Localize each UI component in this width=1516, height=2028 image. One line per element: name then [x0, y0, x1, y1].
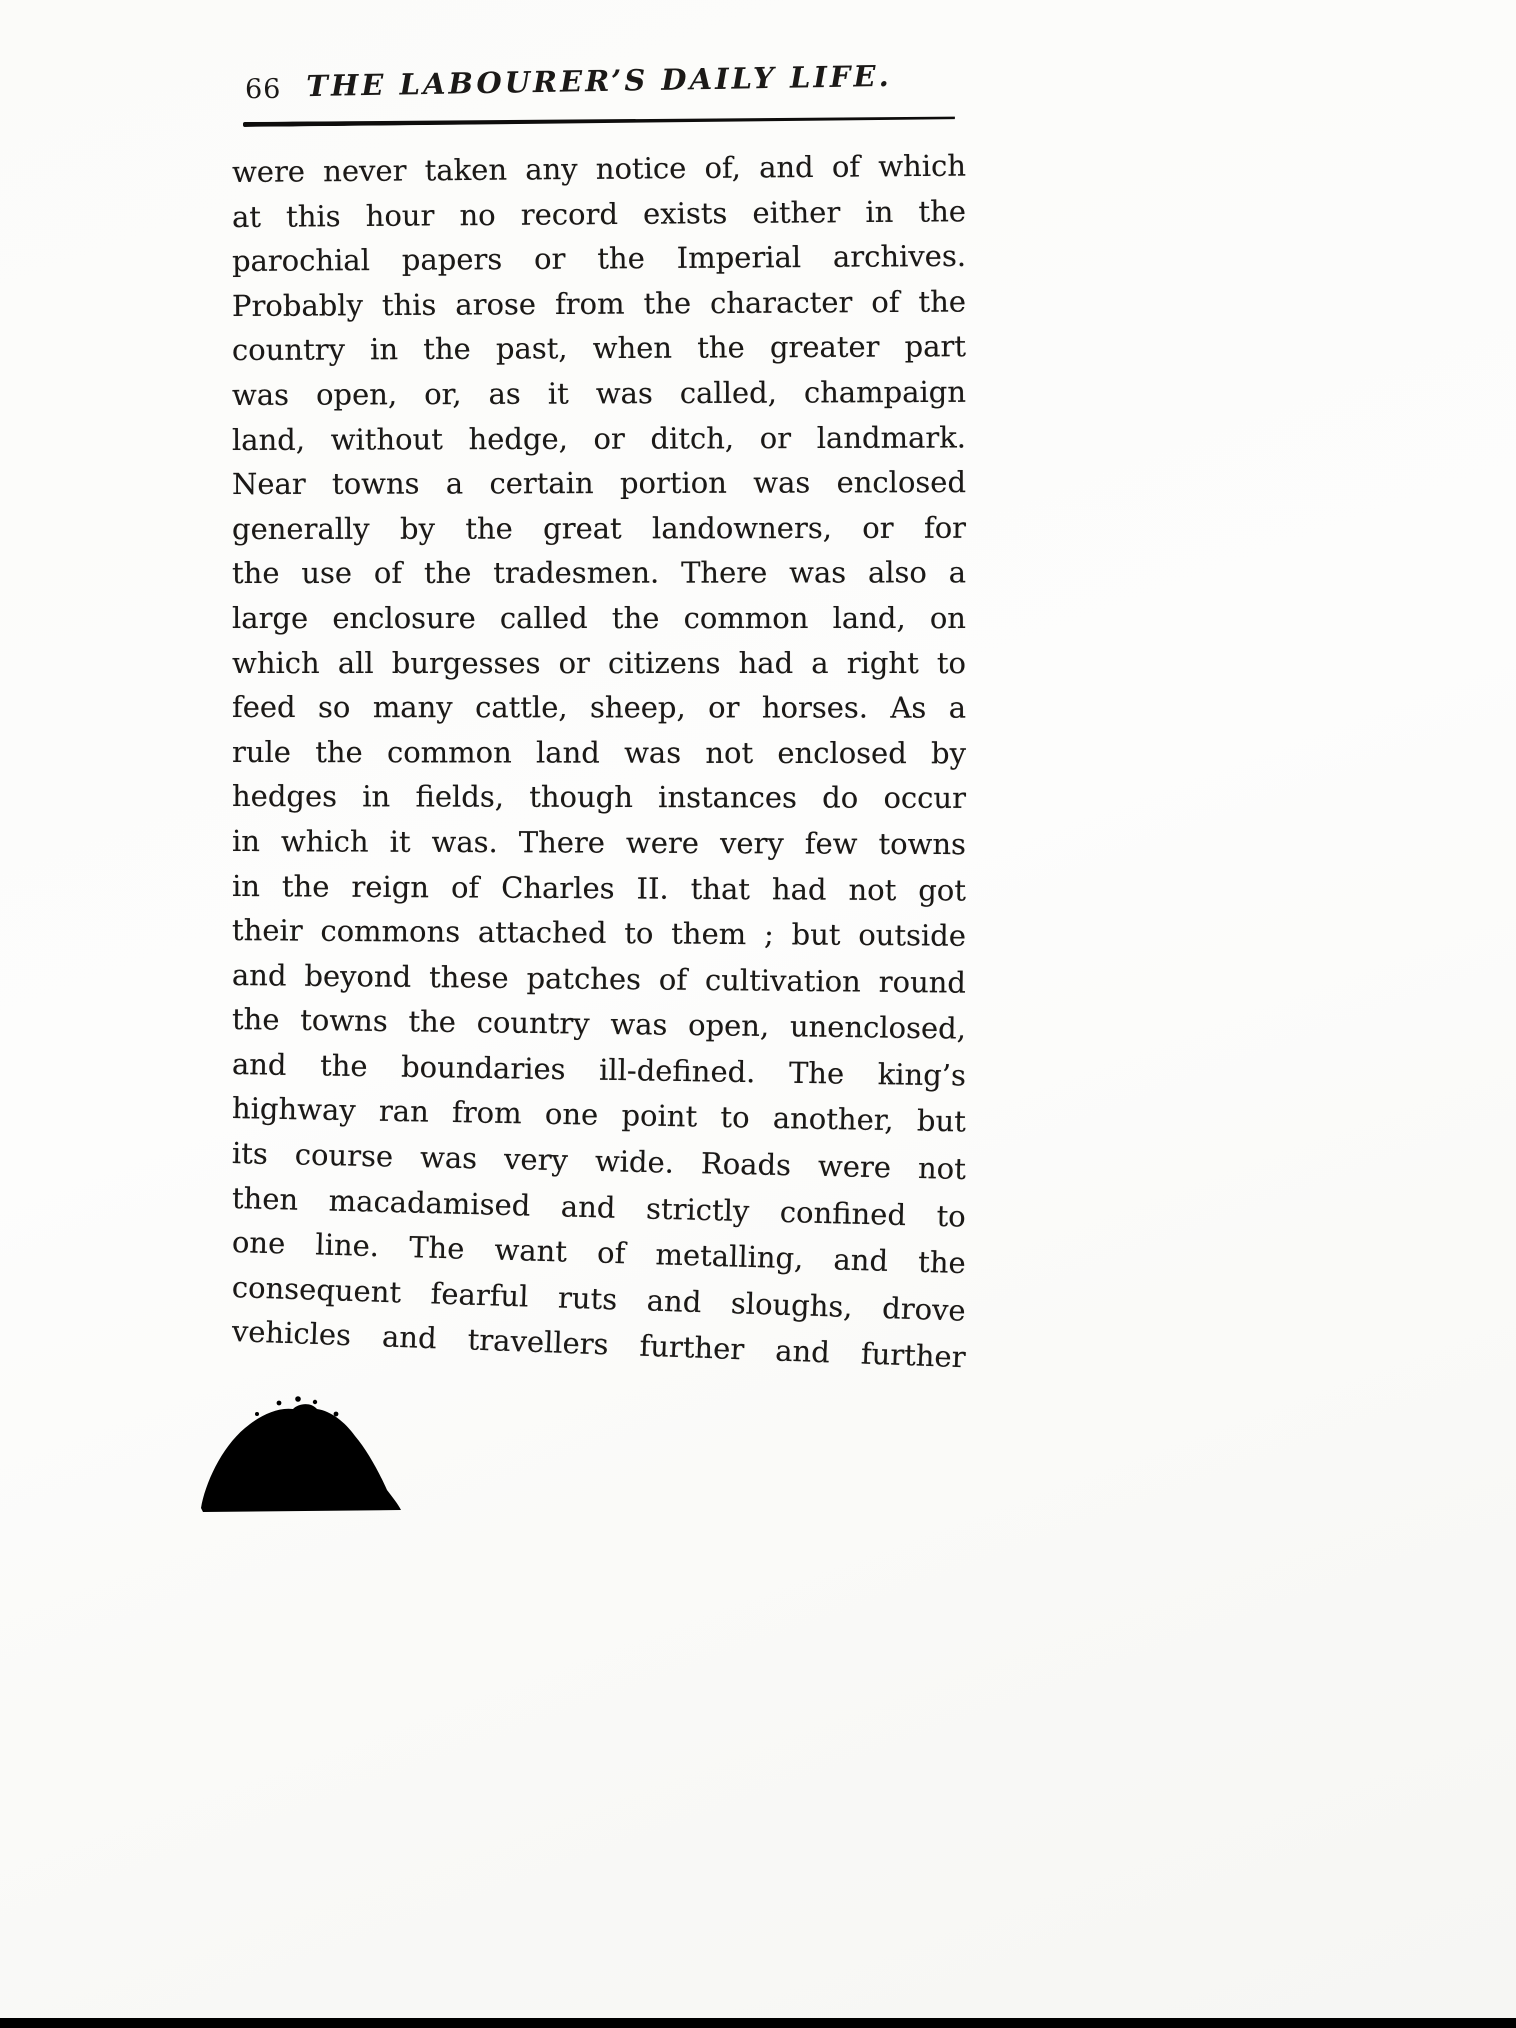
text-line: in the reign of Charles II. that had not got: [231, 868, 967, 907]
text-line: large enclosure called the common land, on: [232, 600, 966, 635]
text-line: then macadamised and strictly confined to: [231, 1180, 967, 1234]
scan-edge: [0, 2018, 1516, 2028]
text-line: rule the common land was not enclosed by: [231, 734, 967, 770]
text-line: hedges in fields, though instances do occur: [231, 779, 967, 816]
text-line: one line. The want of metalling, and the: [231, 1225, 967, 1281]
text-line: generally by the great landowners, or for: [231, 510, 967, 546]
text-line: land, without hedge, or ditch, or landmark.: [231, 420, 967, 457]
running-title: THE LABOURER’S DAILY LIFE.: [306, 58, 892, 104]
text-line: at this hour no record exists either in the: [231, 193, 967, 234]
text-line: Near towns a certain portion was enclosed: [231, 465, 967, 502]
ink-blot: [195, 1396, 413, 1514]
text-line: their commons attached to them ; but outside: [231, 913, 967, 953]
text-line: the towns the country was open, unenclosed,: [231, 1002, 967, 1046]
text-line: its course was very wide. Roads were not: [231, 1136, 967, 1187]
text-line: vehicles and travellers further and further: [231, 1314, 967, 1375]
text-line: which all burgesses or citizens had a right to: [232, 645, 966, 680]
page-number: 66: [244, 73, 282, 106]
page-header: [0, 58, 1516, 112]
text-line: were never taken any notice of, and of which: [231, 148, 967, 189]
text-line: and beyond these patches of cultivation round: [231, 957, 967, 1000]
page-text: [231, 148, 967, 1375]
text-line: the use of the tradesmen. There was also a: [231, 555, 967, 591]
text-line: country in the past, when the greater part: [231, 329, 967, 368]
text-line: Probably this arose from the character of the: [231, 284, 967, 323]
text-line: highway ran from one point to another, but: [231, 1091, 967, 1139]
text-line: was open, or, as it was called, champaign: [231, 374, 967, 412]
text-line: consequent fearful ruts and sloughs, drove: [231, 1269, 967, 1328]
text-line: and the boundaries ill-defined. The king’s: [231, 1046, 967, 1093]
text-line: feed so many cattle, sheep, or horses. As a: [231, 690, 967, 725]
text-line: in which it was. There were very few towns: [231, 823, 967, 862]
header-rule: [243, 115, 955, 127]
text-line: parochial papers or the Imperial archives.: [231, 239, 967, 279]
